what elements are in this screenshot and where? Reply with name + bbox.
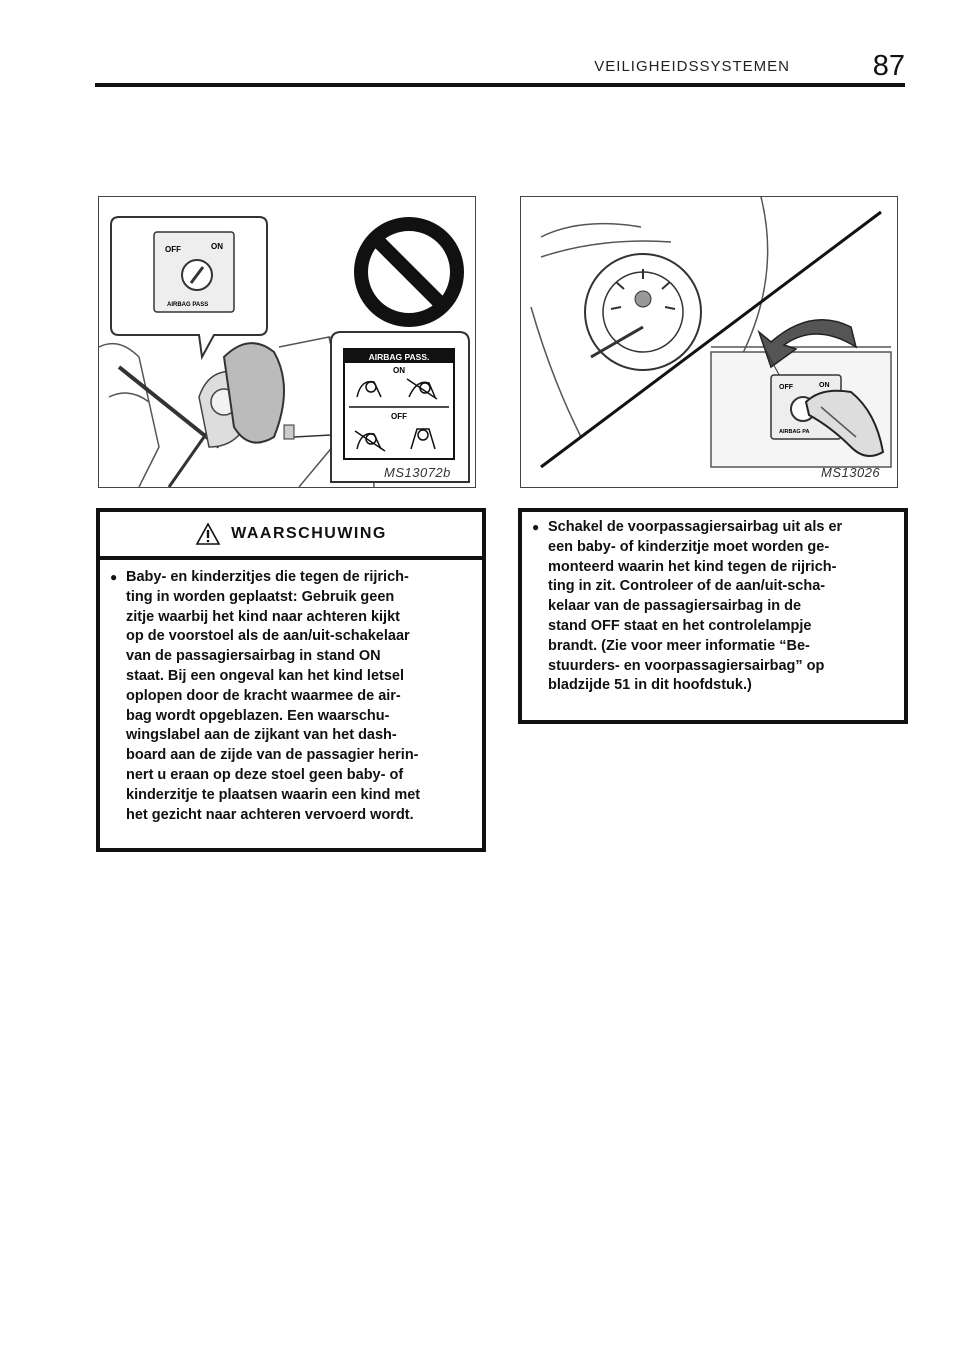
text-line: zitje waarbij het kind naar achteren kijkt	[126, 608, 400, 625]
text-line: stuurders‑ en voorpassagiersairbag” op	[548, 657, 825, 674]
header-rule	[95, 83, 905, 87]
bullet-icon: ●	[110, 570, 118, 584]
text-line: kelaar van de passagiersairbag in de	[548, 598, 802, 615]
switch-caption: AIRBAG PASS	[167, 302, 209, 308]
notice-text	[548, 518, 842, 696]
warning-bullet	[110, 568, 474, 825]
text-line: Baby‑ en kinderzitjes die tegen de rijrich-	[126, 569, 409, 585]
text-line: brandt. (Zie voor meer informatie “Be-	[548, 637, 810, 654]
panel-title: AIRBAG PASS.	[368, 352, 430, 362]
notice-box	[518, 508, 908, 724]
text-line: monteerd waarin het kind tegen de rijrich-	[548, 558, 837, 575]
warning-header	[100, 512, 482, 560]
figure-label-right: MS13026	[821, 465, 881, 480]
figure-airbag-switch	[520, 196, 898, 488]
airbag-warning-icon	[635, 291, 651, 307]
text-line: staat. Bij een ongeval kan het kind letsel	[126, 667, 405, 684]
panel-on-label: ON	[393, 366, 405, 375]
panel-off-label: OFF	[391, 412, 407, 421]
text-line: bladzijde 51 in dit hoofdstuk.)	[548, 677, 752, 694]
text-line: van de passagiersairbag in stand ON	[126, 648, 381, 665]
text-line: bag wordt opgeblazen. Een waarschu-	[126, 707, 390, 724]
page-number: 87	[872, 50, 905, 82]
switch-off-label: OFF	[165, 245, 181, 254]
switch-caption: AIRBAG PA	[779, 429, 810, 435]
warning-title: WAARSCHUWING	[231, 525, 387, 542]
notice-bullet	[532, 518, 896, 696]
figure-label-left: MS13072b	[384, 465, 451, 480]
text-line: kinderzitje te plaatsen waarin een kind met	[126, 786, 421, 803]
switch-on-label: ON	[819, 382, 830, 389]
text-line: een baby‑ of kinderzitje moet worden ge-	[548, 538, 830, 555]
airbag-switch-illustration	[521, 197, 897, 487]
text-line: ting in worden geplaatst: Gebruik geen	[126, 588, 395, 605]
text-line: nert u eraan op deze stoel geen baby‑ of	[126, 766, 404, 783]
text-line: wingslabel aan de zijkant van het dash-	[126, 727, 397, 744]
text-line: oplopen door de kracht waarmee de air-	[126, 687, 401, 704]
bullet-icon: ●	[532, 520, 540, 534]
figure-child-seat-airbag	[98, 196, 476, 488]
warning-box	[96, 508, 486, 852]
text-line: Schakel de voorpassagiersairbag uit als er	[548, 519, 843, 535]
warning-triangle-icon	[195, 522, 221, 546]
prohibition-icon	[361, 224, 457, 320]
section-title: VEILIGHEIDSSYSTEMEN	[594, 58, 790, 75]
text-line: op de voorstoel als de aan/uit‑schakelaar	[126, 628, 410, 645]
switch-on-label: ON	[211, 242, 223, 251]
switch-off-label: OFF	[779, 384, 793, 391]
text-line: ting in zit. Controleer of de aan/uit‑scha-	[548, 578, 826, 595]
text-line: stand OFF staat en het controlelampje	[548, 617, 812, 634]
child-seat-illustration	[99, 197, 475, 487]
warning-text	[126, 568, 420, 825]
text-line: board aan de zijde van de passagier herin-	[126, 747, 419, 764]
text-line: het gezicht naar achteren vervoerd wordt.	[126, 806, 414, 823]
